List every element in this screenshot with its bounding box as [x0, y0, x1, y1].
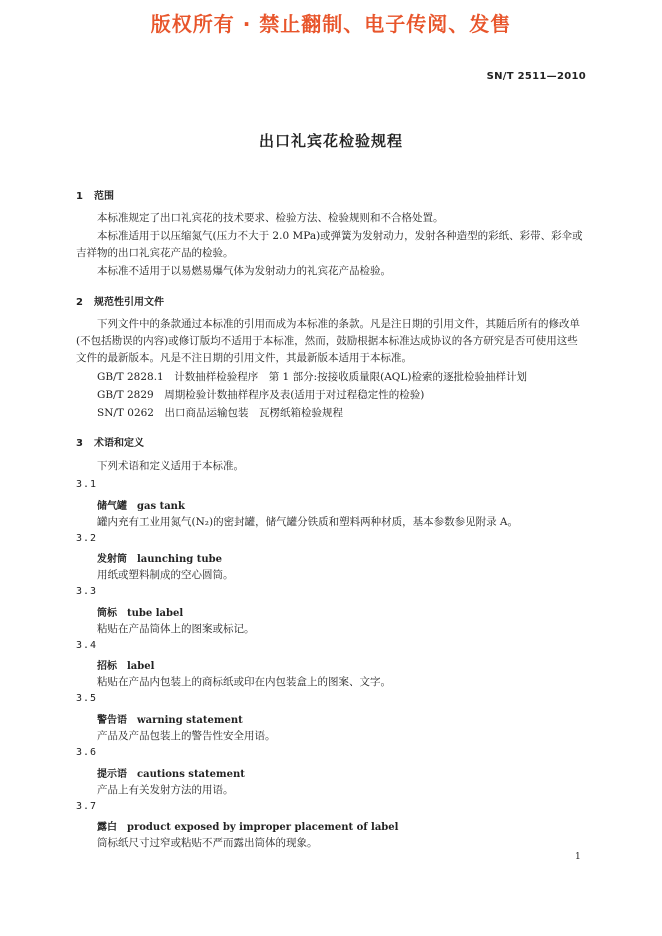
- term-number: 3.7: [76, 801, 98, 812]
- reference-item: GB/T 2829 周期检验计数抽样程序及表(适用于对过程稳定性的检验): [97, 389, 425, 401]
- section-heading-references: [76, 293, 164, 308]
- document-number: SN/T 2511—2010: [486, 71, 586, 82]
- term-cn: 招标: [97, 661, 117, 672]
- section-number: 2: [76, 297, 83, 308]
- term-cn: 储气罐: [97, 501, 127, 512]
- term-cn: 露白: [97, 822, 117, 833]
- term-en: cautions statement: [137, 769, 245, 780]
- term-number: 3.1: [76, 479, 98, 490]
- term-number: 3.3: [76, 586, 98, 597]
- scope-paragraph-2: 本标准适用于以压缩氮气(压力不大于 2.0 MPa)或弹簧为发射动力，发射各种造型的彩纸、彩带、彩伞或吉祥物的出口礼宾花产品的检验。: [76, 230, 583, 259]
- term-heading: [97, 711, 243, 726]
- term-en: launching tube: [137, 554, 222, 565]
- term-cn: 提示语: [97, 769, 127, 780]
- page-number: 1: [575, 852, 581, 862]
- terms-intro: 下列术语和定义适用于本标准。: [97, 460, 244, 472]
- section-heading-terms: [76, 434, 144, 449]
- term-heading: [97, 818, 398, 833]
- term-heading: [97, 550, 222, 565]
- term-heading: [97, 765, 245, 780]
- term-number: 3.5: [76, 693, 98, 704]
- term-heading: [97, 604, 183, 619]
- term-definition: 产品上有关发射方法的用语。: [97, 784, 234, 796]
- reference-item: GB/T 2828.1 计数抽样检验程序 第 1 部分:按接收质量限(AQL)检索的逐批检验抽样计划: [97, 371, 527, 383]
- term-cn: 筒标: [97, 608, 117, 619]
- term-cn: 警告语: [97, 715, 127, 726]
- term-definition: 罐内充有工业用氮气(N₂)的密封罐，储气罐分铁质和塑料两种材质，基本参数参见附录 A。: [97, 516, 519, 528]
- term-en: product exposed by improper placement of label: [127, 822, 399, 833]
- copyright-watermark: 版权所有 · 禁止翻制、电子传阅、发售: [150, 12, 512, 36]
- document-title: 出口礼宾花检验规程: [258, 132, 403, 150]
- term-number: 3.4: [76, 640, 98, 651]
- term-en: warning statement: [137, 715, 243, 726]
- term-definition: 粘贴在产品内包装上的商标纸或印在内包装盒上的图案、文字。: [97, 676, 391, 688]
- term-cn: 发射筒: [97, 554, 127, 565]
- term-en: tube label: [127, 608, 184, 619]
- section-heading-scope: [76, 187, 114, 202]
- term-number: 3.6: [76, 747, 98, 758]
- term-heading: [97, 657, 154, 672]
- references-intro: 下列文件中的条款通过本标准的引用而成为本标准的条款。凡是注日期的引用文件，其随后所有的修改单(不包括勘误的内容)或修订版均不适用于本标准，然而，鼓励根据本标准达成协议的各方研究是否可使用这些文件的最新版本。凡是不注日期的引用文件，其最新版本适用于本标准。: [76, 318, 580, 364]
- term-en: gas tank: [137, 501, 185, 512]
- scope-paragraph-3: 本标准不适用于以易燃易爆气体为发射动力的礼宾花产品检验。: [97, 265, 391, 277]
- term-definition: 筒标纸尺寸过窄或粘贴不严而露出筒体的现象。: [97, 837, 318, 849]
- term-number: 3.2: [76, 533, 98, 544]
- term-heading: [97, 497, 185, 512]
- term-definition: 产品及产品包装上的警告性安全用语。: [97, 730, 276, 742]
- reference-item: SN/T 0262 出口商品运输包装 瓦楞纸箱检验规程: [97, 407, 343, 419]
- section-title: 范围: [94, 191, 114, 202]
- term-definition: 粘贴在产品筒体上的图案或标记。: [97, 623, 255, 635]
- section-number: 3: [76, 438, 83, 449]
- section-title: 规范性引用文件: [94, 297, 164, 308]
- scope-paragraph-1: 本标准规定了出口礼宾花的技术要求、检验方法、检验规则和不合格处置。: [97, 212, 444, 224]
- term-en: label: [127, 661, 155, 672]
- term-definition: 用纸或塑料制成的空心圆筒。: [97, 569, 234, 581]
- section-number: 1: [76, 191, 83, 202]
- section-title: 术语和定义: [94, 438, 144, 449]
